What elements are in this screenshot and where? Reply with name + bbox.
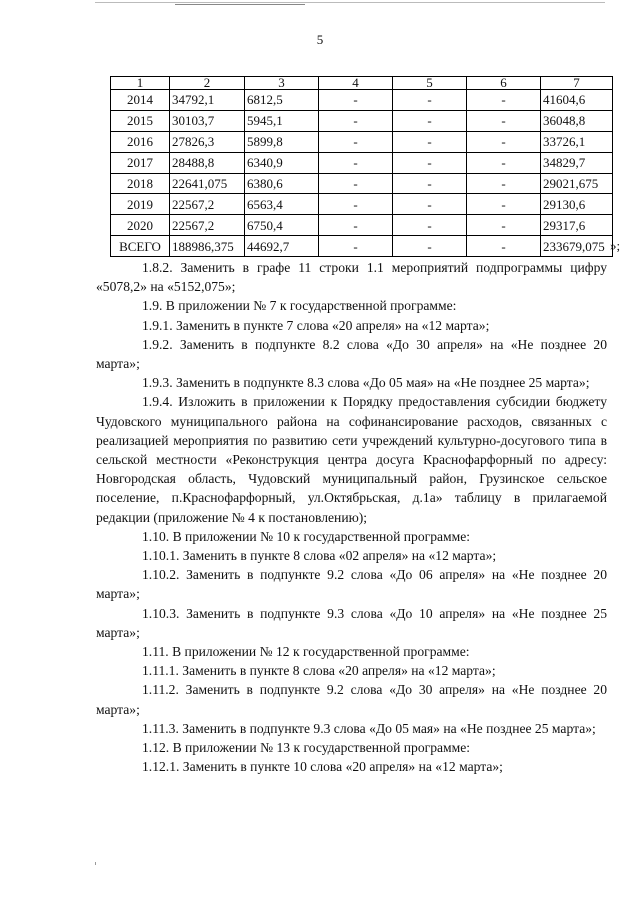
table-row bbox=[111, 215, 613, 236]
table-cell: 6750,4 bbox=[245, 215, 319, 236]
table-header-row bbox=[111, 77, 613, 90]
table-header-cell: 1 bbox=[111, 77, 170, 90]
page-number: 5 bbox=[316, 32, 324, 47]
table-cell: - bbox=[467, 215, 541, 236]
paragraph: 1.10.3. Заменить в подпункте 9.3 слова «До 10 апреля» на «Не позднее 25 марта»; bbox=[96, 605, 607, 640]
paragraph: 1.9.3. Заменить в подпункте 8.3 слова «До 05 мая» на «Не позднее 25 марта»; bbox=[142, 375, 590, 391]
paragraph: 1.9. В приложении № 7 к государственной программе: bbox=[142, 298, 457, 314]
table-row bbox=[111, 110, 613, 131]
table-row bbox=[111, 236, 613, 257]
table-row bbox=[111, 194, 613, 215]
table-cell: - bbox=[393, 215, 467, 236]
table-cell: 2020 bbox=[111, 215, 170, 236]
table-cell: 34829,7 bbox=[541, 152, 613, 173]
table-cell: 233679,075 bbox=[541, 236, 613, 257]
table-cell: 2017 bbox=[111, 152, 170, 173]
table-row bbox=[111, 152, 613, 173]
body-text bbox=[96, 258, 607, 776]
table-cell: 6340,9 bbox=[245, 152, 319, 173]
paragraph: 1.11. В приложении № 12 к государственной программе: bbox=[142, 644, 470, 660]
table-cell: 36048,8 bbox=[541, 110, 613, 131]
top-rule-line bbox=[175, 4, 305, 5]
top-rule-line bbox=[95, 2, 605, 3]
table-cell: 2014 bbox=[111, 90, 170, 111]
paragraph: 1.11.3. Заменить в подпункте 9.3 слова «До 05 мая» на «Не позднее 25 марта»; bbox=[142, 720, 596, 736]
table-cell: 29130,6 bbox=[541, 194, 613, 215]
table-cell: - bbox=[319, 110, 393, 131]
table-cell: 22641,075 bbox=[170, 173, 245, 194]
table-header-cell: 3 bbox=[245, 77, 319, 90]
table-cell: - bbox=[467, 152, 541, 173]
table-cell: - bbox=[319, 152, 393, 173]
table-cell: 41604,6 bbox=[541, 90, 613, 111]
table-cell: 22567,2 bbox=[170, 194, 245, 215]
table-header-cell: 7 bbox=[541, 77, 613, 90]
table-cell: 2019 bbox=[111, 194, 170, 215]
paragraph: 1.11.2. Заменить в подпункте 9.2 слова «До 30 апреля» на «Не позднее 20 марта»; bbox=[96, 682, 607, 717]
table-row bbox=[111, 131, 613, 152]
table-cell: - bbox=[319, 194, 393, 215]
table-cell: 5899,8 bbox=[245, 131, 319, 152]
table-cell: 33726,1 bbox=[541, 131, 613, 152]
table-cell: - bbox=[393, 110, 467, 131]
table-cell: 5945,1 bbox=[245, 110, 319, 131]
paragraph: 1.9.4. Изложить в приложении к Порядку предоставления субсидии бюджету Чудовского муниципального района на софинансирование расходов, связанных с реализацией мероприятия по развитию сети учреждений культурно-досугового типа в сельской местности «Реконструкция центра досуга Краснофарфорный по адресу: Новгородская область, Чудовский муниципальный район, Грузинское сельское поселение, п.Краснофарфорный, ул.Октябрьская, д.1а» таблицу в прилагаемой редакции (приложение № 4 к постановлению); bbox=[96, 394, 607, 525]
paragraph: 1.10. В приложении № 10 к государственной программе: bbox=[142, 528, 471, 544]
table-cell: - bbox=[319, 236, 393, 257]
table-header-cell: 6 bbox=[467, 77, 541, 90]
table-cell: 6380,6 bbox=[245, 173, 319, 194]
table-header-cell: 2 bbox=[170, 77, 245, 90]
paragraph: 1.12.1. Заменить в пункте 10 слова «20 апреля» на «12 марта»; bbox=[142, 759, 503, 775]
table-cell: - bbox=[319, 90, 393, 111]
table-cell: - bbox=[467, 90, 541, 111]
table-header-cell: 4 bbox=[319, 77, 393, 90]
table-cell: 34792,1 bbox=[170, 90, 245, 111]
paragraph: 1.10.2. Заменить в подпункте 9.2 слова «До 06 апреля» на «Не позднее 20 марта»; bbox=[96, 567, 607, 602]
table-cell: 29317,6 bbox=[541, 215, 613, 236]
paragraph: 1.10.1. Заменить в пункте 8 слова «02 апреля» на «12 марта»; bbox=[142, 548, 497, 564]
table-cell: - bbox=[393, 194, 467, 215]
table-cell: 22567,2 bbox=[170, 215, 245, 236]
table-cell: 6563,4 bbox=[245, 194, 319, 215]
table-cell: - bbox=[467, 236, 541, 257]
table-row bbox=[111, 173, 613, 194]
table-cell: 28488,8 bbox=[170, 152, 245, 173]
paragraph: 1.9.2. Заменить в подпункте 8.2 слова «До 30 апреля» на «Не позднее 20 марта»; bbox=[96, 336, 607, 372]
table-cell: 30103,7 bbox=[170, 110, 245, 131]
paragraph: 1.8.2. Заменить в графе 11 строки 1.1 мероприятий подпрограммы цифру «5078,2» на «5152,075»; bbox=[96, 260, 607, 295]
table-cell: - bbox=[467, 110, 541, 131]
table-cell: - bbox=[393, 152, 467, 173]
paragraph: 1.11.1. Заменить в пункте 8 слова «20 апреля» на «12 марта»; bbox=[142, 663, 496, 679]
table-cell: 29021,675 bbox=[541, 173, 613, 194]
table-cell: 44692,7 bbox=[245, 236, 319, 257]
table-closing-quote: »; bbox=[610, 238, 621, 253]
paragraph: 1.12. В приложении № 13 к государственной программе: bbox=[142, 740, 471, 756]
table-cell: - bbox=[393, 236, 467, 257]
table-cell: - bbox=[319, 131, 393, 152]
table-cell: - bbox=[319, 173, 393, 194]
table-cell: 188986,375 bbox=[170, 236, 245, 257]
table-row bbox=[111, 90, 613, 111]
table-header-cell: 5 bbox=[393, 77, 467, 90]
table-cell: - bbox=[393, 173, 467, 194]
table-cell: 27826,3 bbox=[170, 131, 245, 152]
paragraph: 1.9.1. Заменить в пункте 7 слова «20 апреля» на «12 марта»; bbox=[142, 317, 490, 333]
table-cell: - bbox=[393, 90, 467, 111]
scan-mark bbox=[95, 862, 96, 865]
table-cell: ВСЕГО bbox=[111, 236, 170, 257]
funding-table bbox=[110, 76, 613, 257]
table-cell: - bbox=[467, 194, 541, 215]
table-cell: 2016 bbox=[111, 131, 170, 152]
table-cell: - bbox=[467, 131, 541, 152]
table-cell: - bbox=[319, 215, 393, 236]
top-rule bbox=[0, 0, 640, 6]
table-cell: 6812,5 bbox=[245, 90, 319, 111]
table-cell: 2015 bbox=[111, 110, 170, 131]
table-cell: 2018 bbox=[111, 173, 170, 194]
table-cell: - bbox=[467, 173, 541, 194]
table-cell: - bbox=[393, 131, 467, 152]
